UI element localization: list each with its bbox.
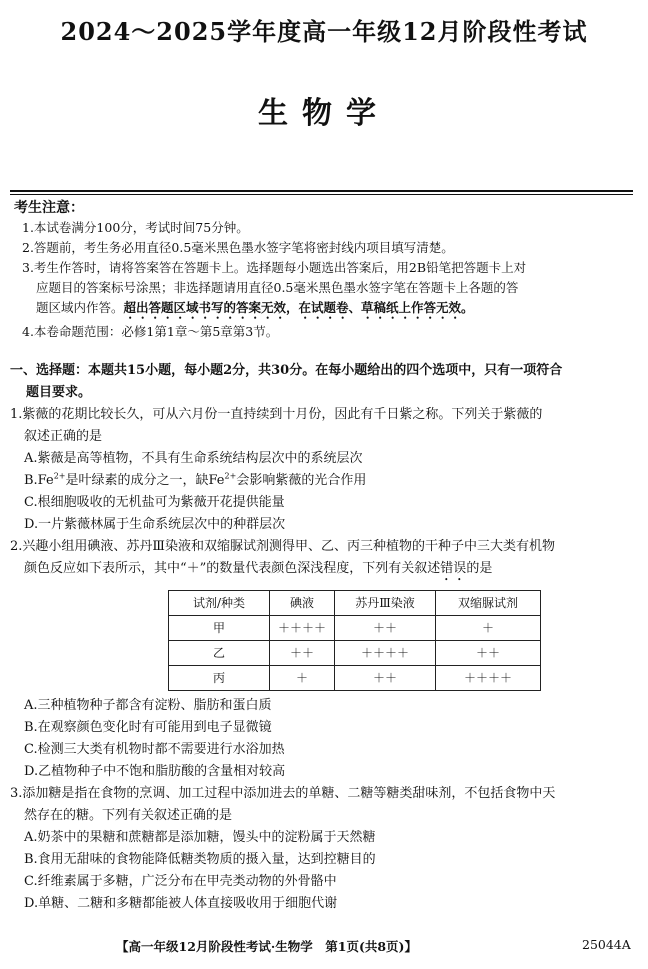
section-1-title: 一、选择题：本题共15小题，每小题2分，共30分。在每小题给出的四个选项中，只有一项符合 <box>10 363 563 378</box>
exam-title: 2024～2025学年度高一年级12月阶段性考试 <box>60 17 588 46</box>
q1-stem-cont: 叙述正确的是 <box>24 429 103 444</box>
q1-option-b-part3: 会影响紫薇的光合作用 <box>236 473 367 488</box>
notice-item-1: 1.本试卷满分100分，考试时间75分钟。 <box>22 220 249 235</box>
table-cell: ＋＋＋＋ <box>270 616 335 641</box>
table-row <box>169 616 541 641</box>
notice-item-4: 4.本卷命题范围：必修1第1章～第5章第3节。 <box>22 324 279 339</box>
q1-option-b-sup1: 2+ <box>53 471 66 481</box>
table-cell: ＋＋＋＋ <box>335 641 436 666</box>
questions-area <box>10 360 636 915</box>
q2-option-c: C.检测三大类有机物时都不需要进行水浴加热 <box>24 742 285 757</box>
q1-option-d: D.一片紫薇林属于生命系统层次中的种群层次 <box>24 517 286 532</box>
table-header-cell: 苏丹Ⅲ染液 <box>335 591 436 616</box>
notice-item-3-line-2: 应题目的答案标号涂黑；非选择题请用直径0.5毫米黑色墨水签字笔在答题卡上各题的答 <box>36 280 519 295</box>
section-1-title-cont: 题目要求。 <box>26 385 92 400</box>
notice-item-3-line-3 <box>14 298 636 322</box>
q3-option-d: D.单糖、二糖和多糖都能被人体直接吸收用于细胞代谢 <box>24 896 338 911</box>
footer-code: 25044A <box>582 937 631 952</box>
q3-option-a: A.奶茶中的果糖和蔗糖都是添加糖，馒头中的淀粉属于天然糖 <box>24 830 376 845</box>
notice-item-3: 3.考生作答时，请将答案答在答题卡上。选择题每小题选出答案后，用2B铅笔把答题卡上对 <box>22 260 527 275</box>
q1-option-b-part1: B.Fe <box>24 473 54 488</box>
q1-option-b <box>10 470 636 492</box>
table-cell: ＋＋ <box>335 666 436 691</box>
q2-option-b: B.在观察颜色变化时有可能用到电子显微镜 <box>24 720 272 735</box>
notice-item-2: 2.答题前，考生务必用直径0.5毫米黑色墨水签字笔将密封线内项目填写清楚。 <box>22 240 454 255</box>
q2-stem-cont <box>10 558 636 584</box>
table-cell: ＋＋ <box>270 641 335 666</box>
table-cell: 甲 <box>169 616 270 641</box>
table-cell: ＋＋＋＋ <box>436 666 541 691</box>
subject-title: 生物学 <box>258 96 390 131</box>
q3-stem: 3.添加糖是指在食物的烹调、加工过程中添加进去的单糖、二糖等糖类甜味剂，不包括食物中天 <box>10 786 556 801</box>
q1-option-b-sup2: 2+ <box>224 471 237 481</box>
table-row <box>169 641 541 666</box>
reagent-table <box>168 590 541 691</box>
table-header-cell: 双缩脲试剂 <box>436 591 541 616</box>
divider-thick <box>10 190 633 192</box>
exam-notice <box>14 198 636 342</box>
q1-option-b-part2: 是叶绿素的成分之一，缺Fe <box>65 473 225 488</box>
table-cell: 丙 <box>169 666 270 691</box>
footer-text: 【高一年级12月阶段性考试·生物学 第1页(共8页)】 <box>116 939 417 954</box>
divider-thin <box>10 194 633 195</box>
q2-stem-part1: 颜色反应如下表所示，其中“＋”的数量代表颜色深浅程度，下列有关叙述 <box>24 561 441 576</box>
q2-option-d: D.乙植物种子中不饱和脂肪酸的含量相对较高 <box>24 764 286 779</box>
q1-option-c: C.根细胞吸收的无机盐可为紫薇开花提供能量 <box>24 495 285 510</box>
table-header-cell: 试剂/种类 <box>169 591 270 616</box>
q3-option-b: B.食用无甜味的食物能降低糖类物质的摄入量，达到控糖目的 <box>24 852 376 867</box>
table-row <box>169 666 541 691</box>
table-cell: ＋＋ <box>335 616 436 641</box>
q3-option-c: C.纤维素属于多糖，广泛分布在甲壳类动物的外骨骼中 <box>24 874 337 889</box>
q3-stem-cont: 然存在的糖。下列有关叙述正确的是 <box>24 808 233 823</box>
q2-option-a: A.三种植物种子都含有淀粉、脂肪和蛋白质 <box>24 698 272 713</box>
notice-item-3-emphasis: 超出答题区域书写的答案无效，在试题卷、草稿纸上作答无效。 <box>123 300 474 315</box>
table-cell: 乙 <box>169 641 270 666</box>
table-cell: ＋ <box>270 666 335 691</box>
q1-stem: 1.紫薇的花期比较长久，可从六月份一直持续到十月份，因此有千日紫之称。下列关于紫薇的 <box>10 407 543 422</box>
notice-title: 考生注意： <box>14 200 84 216</box>
table-cell: ＋ <box>436 616 541 641</box>
notice-item-3-prefix: 题区域内作答。 <box>36 300 124 315</box>
q2-stem-emphasis: 错误 <box>440 561 467 576</box>
table-header-row <box>169 591 541 616</box>
table-header-cell: 碘液 <box>270 591 335 616</box>
q2-stem-part2: 的是 <box>466 561 493 576</box>
q1-option-a: A.紫薇是高等植物，不具有生命系统结构层次中的系统层次 <box>24 451 363 466</box>
table-cell: ＋＋ <box>436 641 541 666</box>
q2-stem: 2.兴趣小组用碘液、苏丹Ⅲ染液和双缩脲试剂测得甲、乙、丙三种植物的干种子中三大类有机物 <box>10 539 555 554</box>
